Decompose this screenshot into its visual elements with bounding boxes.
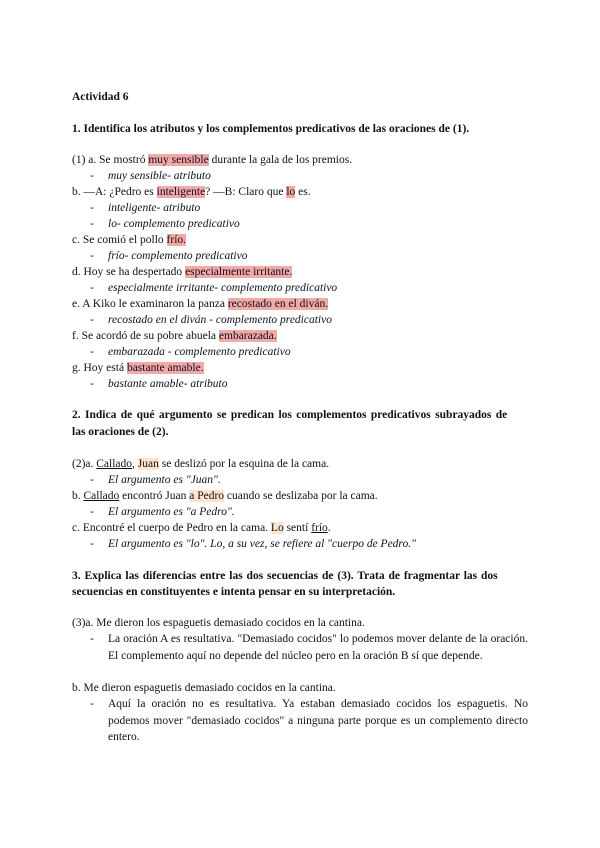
q2-a-text: (2)a.: [72, 458, 97, 470]
bullet: -: [90, 538, 94, 550]
q1-sentence-a: [72, 153, 352, 167]
bullet: -: [90, 170, 94, 182]
q2-sentence-c: [72, 521, 331, 535]
q1-e-highlight: recostado en el diván.: [227, 298, 329, 310]
q2-b-text: b.: [72, 490, 84, 502]
q2-c-text: c. Encontré el cuerpo de Pedro en la cama.: [72, 522, 271, 534]
q1-answer-e: recostado en el diván - complemento predicativo: [108, 314, 332, 326]
q1-d-highlight: especialmente irritante.: [185, 266, 293, 278]
q1-e-text: e. A Kiko le examinaron la panza: [72, 298, 228, 310]
q1-c-highlight: frío.: [166, 234, 187, 246]
q2-a-underlined: Callado: [96, 458, 133, 470]
q1-a-highlight: muy sensible: [148, 154, 209, 166]
q3-sentence-a: (3)a. Me dieron los espaguetis demasiado cocidos en la cantina.: [72, 617, 365, 629]
q1-f-highlight: embarazada.: [218, 330, 277, 342]
q2-a-highlight: Juan: [137, 458, 159, 470]
bullet: -: [90, 698, 94, 710]
bullet: -: [90, 346, 94, 358]
q1-b-text-mid: ? —B: Claro que: [205, 186, 287, 198]
q1-sentence-e: [72, 297, 328, 311]
q2-c-text-end: .: [327, 522, 331, 534]
q1-sentence-c: [72, 233, 186, 247]
q1-b-text-end: es.: [295, 186, 311, 198]
q2-heading-line2: las oraciones de (2).: [72, 426, 169, 438]
bullet: -: [90, 202, 94, 214]
q3-answer-b: Aquí la oración no es resultativa. Ya estaban demasiado cocidos los espaguetis. No podemos mover "demasiado cocidos" a ninguna parte porque es un complemento directo entero.: [108, 698, 528, 743]
bullet: -: [90, 378, 94, 390]
q2-answer-b: El argumento es "a Pedro".: [108, 506, 235, 518]
q1-a-text-end: durante la gala de los premios.: [208, 154, 353, 166]
q1-sentence-d: [72, 265, 292, 279]
bullet: -: [90, 474, 94, 486]
bullet: -: [90, 218, 94, 230]
q2-a-text-end: se deslizó por la esquina de la cama.: [158, 458, 330, 470]
bullet: -: [90, 314, 94, 326]
q2-sentence-a: [72, 457, 329, 471]
q1-sentence-f: [72, 329, 277, 343]
q2-b-text-end: cuando se deslizaba por la cama.: [224, 490, 378, 502]
bullet: -: [90, 506, 94, 518]
q2-b-underlined: Callado: [83, 490, 120, 502]
q3-heading-line1: 3. Explica las diferencias entre las dos secuencias de (3). Trata de fragmentar las dos: [72, 570, 498, 582]
q1-heading: 1. Identifica los atributos y los complementos predicativos de las oraciones de (1).: [72, 123, 470, 135]
q2-answer-a: El argumento es "Juan".: [108, 474, 221, 486]
q1-b-text: b. —A: ¿Pedro es: [72, 186, 157, 198]
q2-b-highlight: a Pedro: [189, 490, 225, 502]
q3-answer-a: La oración A es resultativa. "Demasiado cocidos" lo podemos mover delante de la oración. El complemento aquí no depende del núcleo pero en la oración B sí que depende.: [108, 633, 528, 662]
q1-b-highlight-2: lo: [286, 186, 296, 198]
q1-d-text: d. Hoy se ha despertado: [72, 266, 186, 278]
q1-answer-f: embarazada - complemento predicativo: [108, 346, 291, 358]
q2-answer-c: El argumento es "lo". Lo, a su vez, se refiere al "cuerpo de Pedro.": [108, 538, 416, 550]
q1-answer-c: frío- complemento predicativo: [108, 250, 248, 262]
q3-sentence-b: b. Me dieron espaguetis demasiado cocidos en la cantina.: [72, 682, 336, 694]
q1-f-text: f. Se acordó de su pobre abuela: [72, 330, 219, 342]
activity-title: Actividad 6: [72, 91, 129, 103]
q2-b-text-mid: encontró Juan: [119, 490, 190, 502]
q1-g-text: g. Hoy está: [72, 362, 127, 374]
q1-answer-d: especialmente irritante- complemento predicativo: [108, 282, 338, 294]
q2-c-highlight: Lo: [270, 522, 284, 534]
q2-a-comma: ,: [132, 458, 138, 470]
bullet: -: [90, 250, 94, 262]
q1-c-text: c. Se comió el pollo: [72, 234, 167, 246]
q1-a-text: (1) a. Se mostró: [72, 154, 149, 166]
q1-g-highlight: bastante amable.: [126, 362, 204, 374]
q2-sentence-b: [72, 489, 378, 503]
q2-c-underlined: frío: [311, 522, 328, 534]
q2-heading-line1: 2. Indica de qué argumento se predican los complementos predicativos subrayados de: [72, 409, 508, 421]
q1-answer-g: bastante amable- atributo: [108, 378, 228, 390]
q1-answer-a: muy sensible- atributo: [108, 170, 211, 182]
bullet: -: [90, 633, 94, 645]
q1-sentence-b: [72, 185, 311, 199]
q2-c-text-mid: sentí: [283, 522, 312, 534]
bullet: -: [90, 282, 94, 294]
q3-heading-line2: secuencias en constituyentes e intenta pensar en su interpretación.: [72, 586, 396, 598]
q1-answer-b2: lo- complemento predicativo: [108, 218, 240, 230]
q1-answer-b1: inteligente- atributo: [108, 202, 201, 214]
q1-b-highlight-1: inteligente: [156, 186, 206, 198]
q1-sentence-g: [72, 361, 204, 375]
